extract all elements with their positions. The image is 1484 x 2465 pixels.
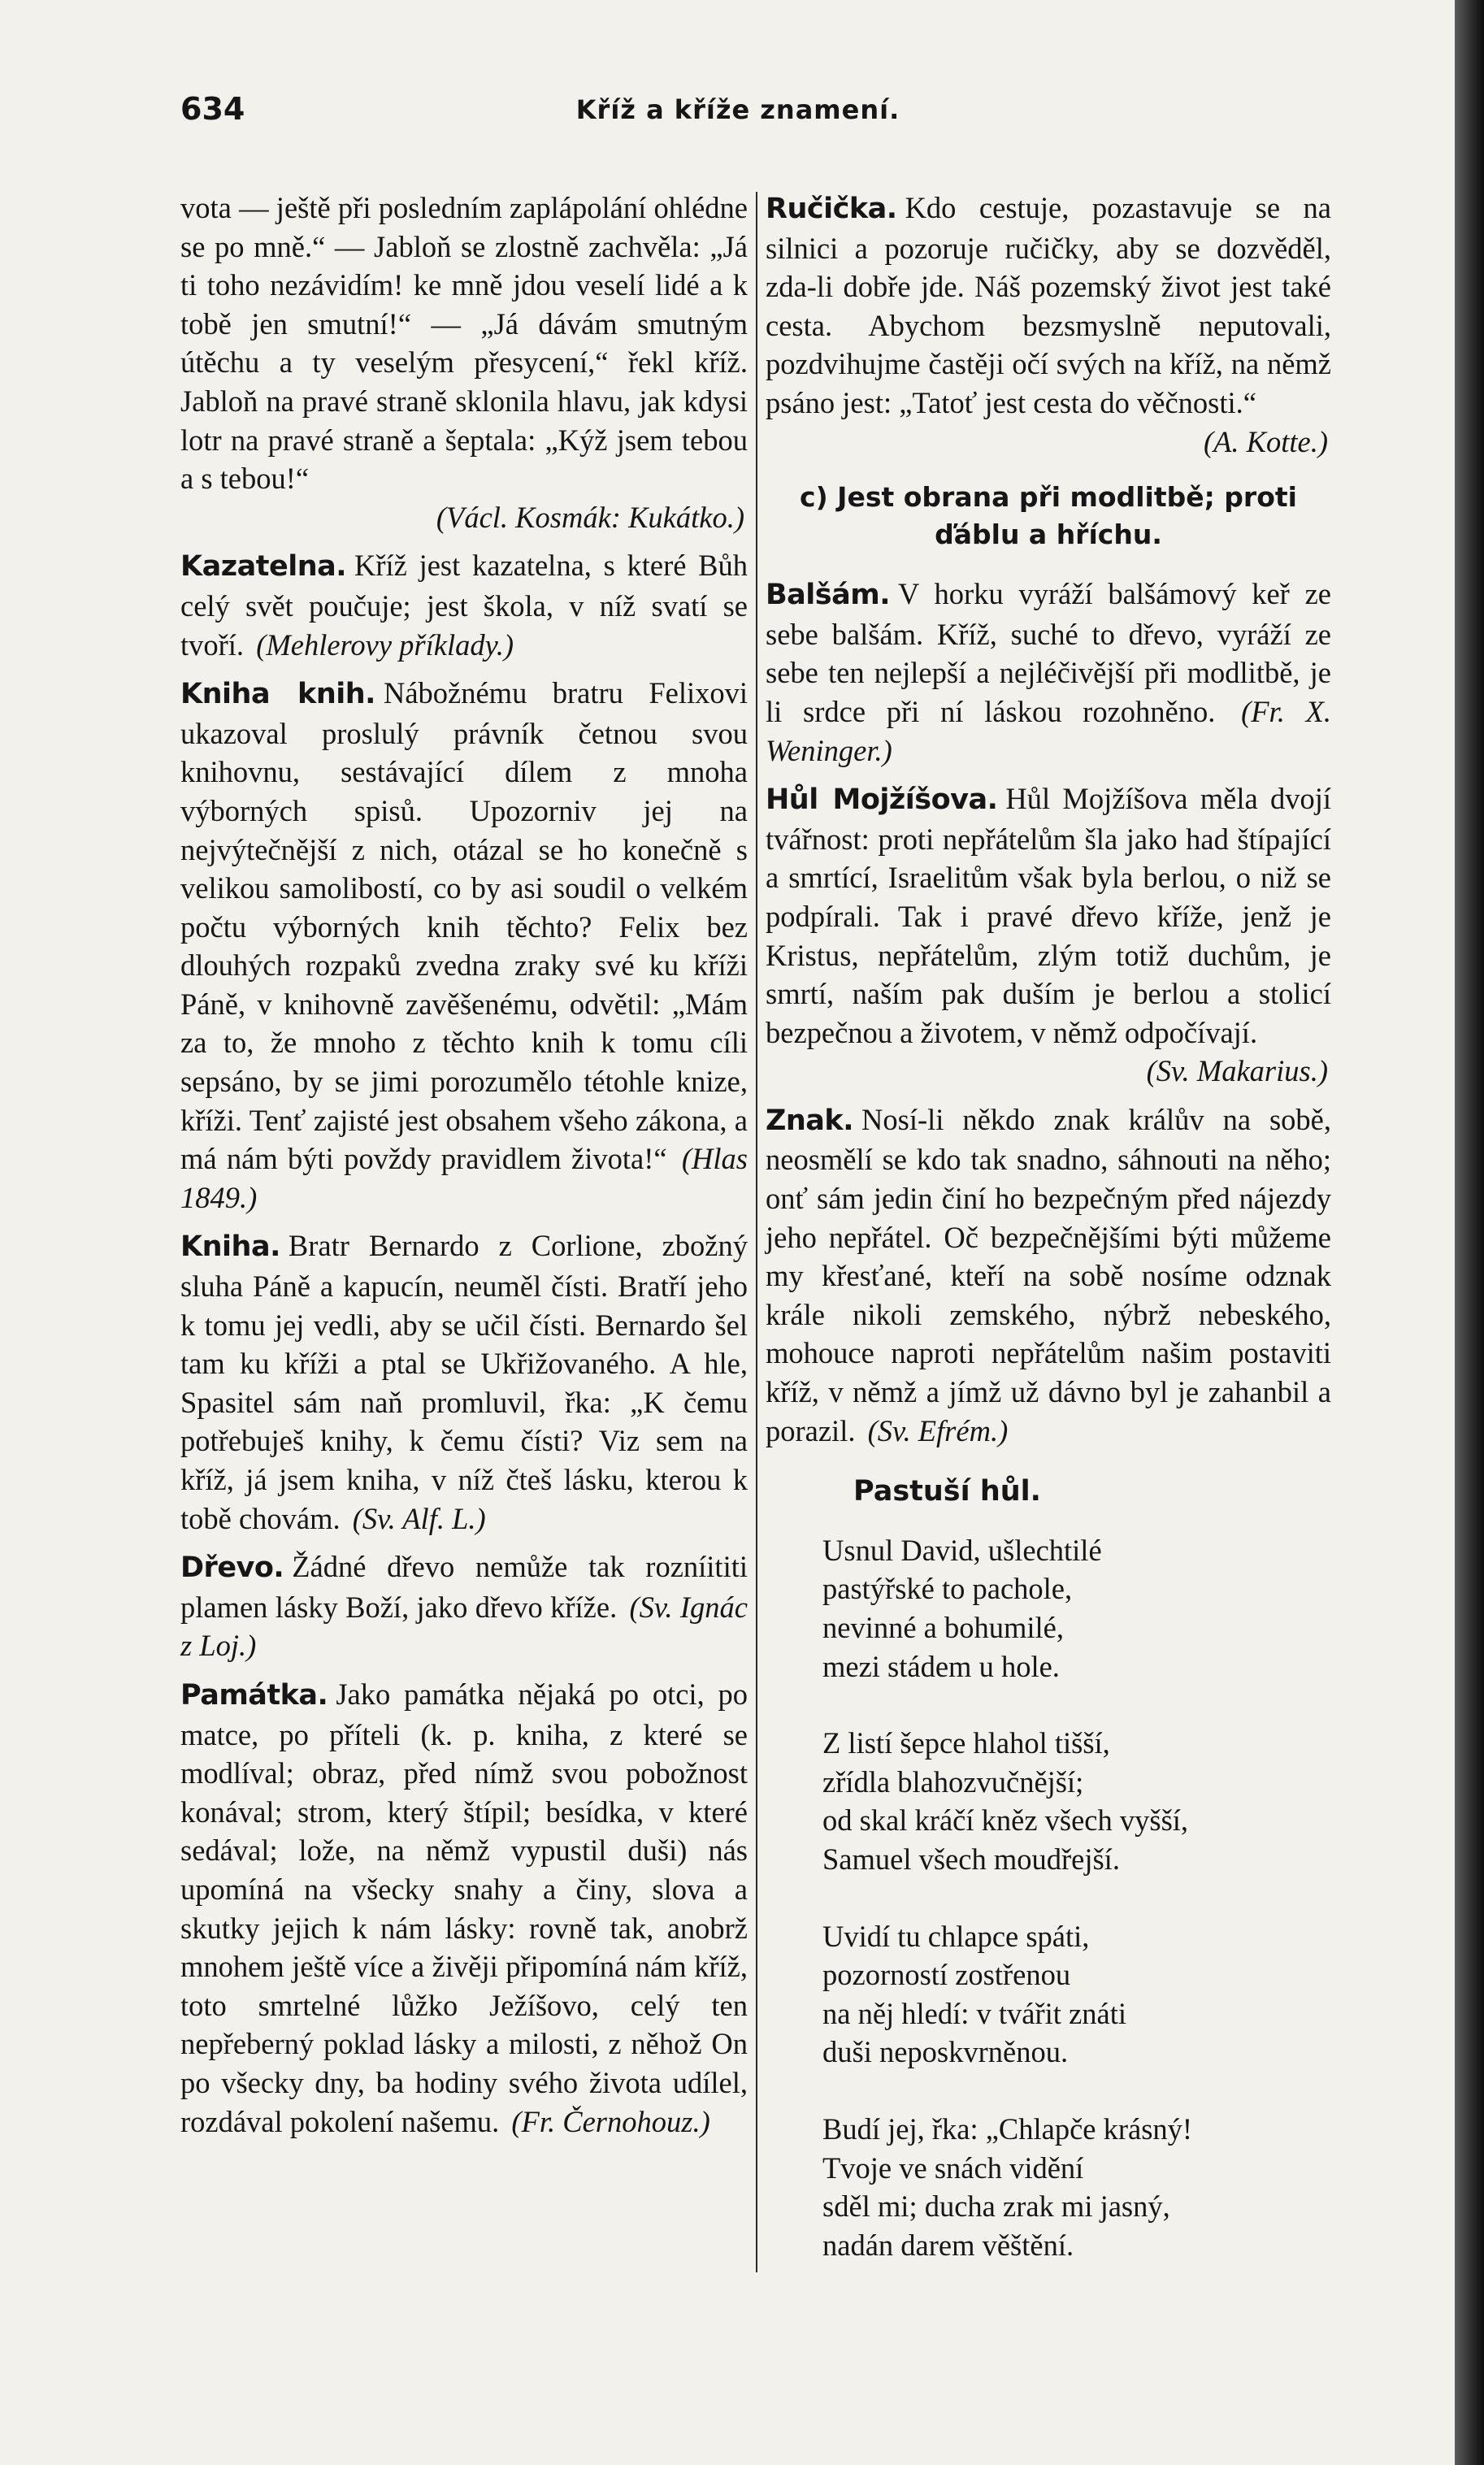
entry-text: V horku vyráží balšámový keř ze sebe balšám. Kříž, suché to dřevo, vyráží ze sebe ten nejlepší a nejléčivější při modlitbě, je li srdce při ní láskou rozohněno. — [766, 577, 1331, 728]
page-number: 634 — [180, 91, 245, 127]
page-edge-shadow — [1455, 0, 1484, 2465]
entry-source: (Sv. Ignác z Loj.) — [180, 1590, 748, 1663]
entry-source: (A. Kotte.) — [1203, 424, 1328, 458]
page-header — [180, 91, 1295, 140]
intro-paragraph — [180, 189, 748, 536]
entry-source: (Hlas 1849.) — [180, 1142, 749, 1214]
entry-znak — [766, 1100, 1331, 1450]
poem-stanza — [822, 1917, 1331, 2072]
entry-head: Kniha knih. — [180, 678, 375, 711]
poem-line: Uvidí tu chlapce spáti, — [822, 1919, 1090, 1953]
poem-line: Samuel všech moudřejší. — [822, 1842, 1120, 1876]
entry-text: Bratr Bernardo z Corlione, zbožný sluha Páně a kapucín, neuměl čísti. Bratří jeho k tomu jej vedli, aby se učil čísti. Bernardo šel tam ku kříži a ptal se Ukřižovaného. A hle, Spasitel sám naň promluvil, řka: „K čemu potřebuješ knihy, k čemu čísti? Viz sem na kříž, já jsem kniha, v níž čteš lásku, kterou k tobě chovám. — [180, 1229, 748, 1535]
running-title: Kříž a kříže znamení. — [575, 94, 900, 125]
column-divider — [756, 192, 757, 2272]
entry-head: Znak. — [766, 1104, 853, 1137]
entry-text: Kříž jest kazatelna, s které Bůh celý svět poučuje; jest škola, v níž svatí se tvoří. — [180, 549, 748, 662]
poem-stanza — [822, 1724, 1331, 1878]
poem-line: pozorností zostřenou — [822, 1958, 1071, 1992]
poem-stanza — [822, 1531, 1331, 1686]
entry-source: (Mehlerovy příklady.) — [256, 627, 514, 662]
entry-head: Dřevo. — [180, 1551, 284, 1585]
poem-line: mezi stádem u hole. — [822, 1649, 1060, 1683]
poem-line: Budí jej, řka: „Chlapče krásný! — [822, 2111, 1193, 2146]
entry-head: Kniha. — [180, 1230, 280, 1264]
entry-source: (Fr. Černohouz.) — [511, 2104, 710, 2138]
entry-head: Památka. — [180, 1678, 328, 1712]
entry-pamatka — [180, 1675, 748, 2141]
poem-line: zřídla blahozvučnější; — [822, 1764, 1084, 1799]
entry-head: Kazatelna. — [180, 550, 347, 584]
entry-source: (Sv. Alf. L.) — [352, 1501, 486, 1535]
poem-line: Tvoje ve snách vidění — [822, 2150, 1084, 2185]
entry-text: Žádné dřevo nemůže tak rozníititi plamen lásky Boží, jako dřevo kříže. — [180, 1550, 748, 1624]
entry-source: (Sv. Efrém.) — [867, 1413, 1009, 1447]
entry-source: (Sv. Makarius.) — [1146, 1054, 1328, 1088]
entry-text: Hůl Mojžíšova měla dvojí tvářnost: proti nepřátelům šla jako had štípající a smrtící, Israelitům však byla berlou, o niž se podpírali. Tak i pravé dřevo kříže, jenž je Kristus, nepřátelům, zlým totiž duchům, je smrtí, naším pak duším je berlou a stolicí bezpečnou a životem, v němž odpočívají. — [766, 782, 1331, 1049]
entry-text: Jako památka nějaká po otci, po matce, po příteli (k. p. kniha, z které se modlíval; obraz, před nímž svou pobožnost konával; strom, který štípil; besídka, v které sedával; lože, na němž vypustil duši) nás upomíná na všecky snahy a činy, slova a skutky jejich k nám lásky: rovně tak, anobrž mnohem ještě více a živěji připomíná nám kříž, toto smrtelné lůžko Ježíšovo, celý ten nepřeberný poklad lásky a milosti, z něhož On po všecky dny, ba hodiny svého života udílel, rozdával pokolení našemu. — [180, 1677, 748, 2138]
poem-line: sděl mi; ducha zrak mi jasný, — [822, 2189, 1170, 2224]
entry-text: Nábožnému bratru Felixovi ukazoval proslulý právník četnou svou knihovnu, sestávající dílem z mnoha výborných spisů. Upozorniv jej na nejvýtečnější z nich, otázal se ho konečně s velikou samolibostí, co by asi soudil o velkém počtu výborných knih těchto? Felix bez dlouhých rozpaků zvedna zraky své ku kříži Páně, v knihovně zavěšenému, odvětil: „Mám za to, že mnoho z těchto knih k tomu cíli sepsáno, by se jimi porozumělo tétohle knize, kříži. Tenť zajisté jest obsahem všeho zákona, a má nám býti povždy pravidlem života!“ — [180, 676, 748, 1176]
entry-kazatelna — [180, 546, 748, 664]
poem-line: Usnul David, ušlechtilé — [822, 1533, 1102, 1567]
entry-balsam — [766, 575, 1331, 770]
intro-source: (Václ. Kosmák: Kukátko.) — [436, 500, 744, 534]
poem-stanza — [822, 2110, 1331, 2264]
poem-line: od skal kráčí kněz všech vyšší, — [822, 1803, 1189, 1838]
poem-line: nevinné a bohumilé, — [822, 1611, 1064, 1644]
right-column — [766, 189, 1331, 2302]
entry-hul-mojzisova — [766, 779, 1331, 1091]
entry-text: Kdo cestuje, pozastavuje se na silnici a pozoruje ručičky, aby se dozvěděl, zda-li dobře jde. Náš pozemský život jest také cesta. Abychom bezsmyslně neputovali, pozdvihujme častěji očí svých na kříž, na němž psáno jest: „Tatoť jest cesta do věčnosti.“ — [766, 191, 1331, 419]
left-column — [180, 189, 748, 2150]
intro-text: vota — ještě při posledním zaplápolání ohlédne se po mně.“ — Jabloň se zlostně zachvěla: „Já ti toho nezávidím! ke mně jdou veselí lidé a k tobě jen smutní!“ — „Já dávám smutným útěchu a ty veselým přesycení,“ řekl kříž. Jabloň na pravé straně sklonila hlavu, jak kdysi lotr na pravé straně a šeptala: „Kýž jsem tebou a s tebou!“ — [180, 191, 748, 496]
poem-line: Z listí šepce hlahol tišší, — [822, 1726, 1110, 1760]
entry-rucicka — [766, 189, 1331, 461]
poem-line: pastýřské to pachole, — [822, 1572, 1073, 1606]
entry-head: Balšám. — [766, 579, 891, 612]
section-heading: c) Jest obrana při modlitbě; proti ďáblu a hříchu. — [800, 481, 1297, 551]
entry-kniha-knih — [180, 674, 748, 1217]
entry-source: (Fr. X. Weninger.) — [766, 694, 1331, 767]
poem-line: duši neposkvrněnou. — [822, 2035, 1069, 2069]
entry-head: Ručička. — [766, 193, 897, 225]
poem-line: na něj hledí: v tvářit znáti — [822, 1996, 1127, 2030]
entry-drevo — [180, 1547, 748, 1665]
entry-text: Nosí-li někdo znak králův na sobě, neosmělí se kdo tak snadno, sáhnouti na něho; onť sám jedin činí ho bezpečným před nájezdy jeho nepřátel. Oč bezpečnějšími býti můžeme my křesťané, kteří na sobě nosíme odznak krále nikoli zemského, nýbrž nebeského, mohouce naproti nepřátelům našim postaviti kříž, v němž a jímž už dávno byl je zahanbil a porazil. — [766, 1102, 1331, 1447]
poem-title: Pastuší hůl. — [853, 1475, 1041, 1508]
entry-head: Hůl Mojžíšova. — [766, 783, 998, 817]
entry-kniha — [180, 1226, 748, 1538]
poem-line: nadán darem věštění. — [822, 2228, 1074, 2262]
